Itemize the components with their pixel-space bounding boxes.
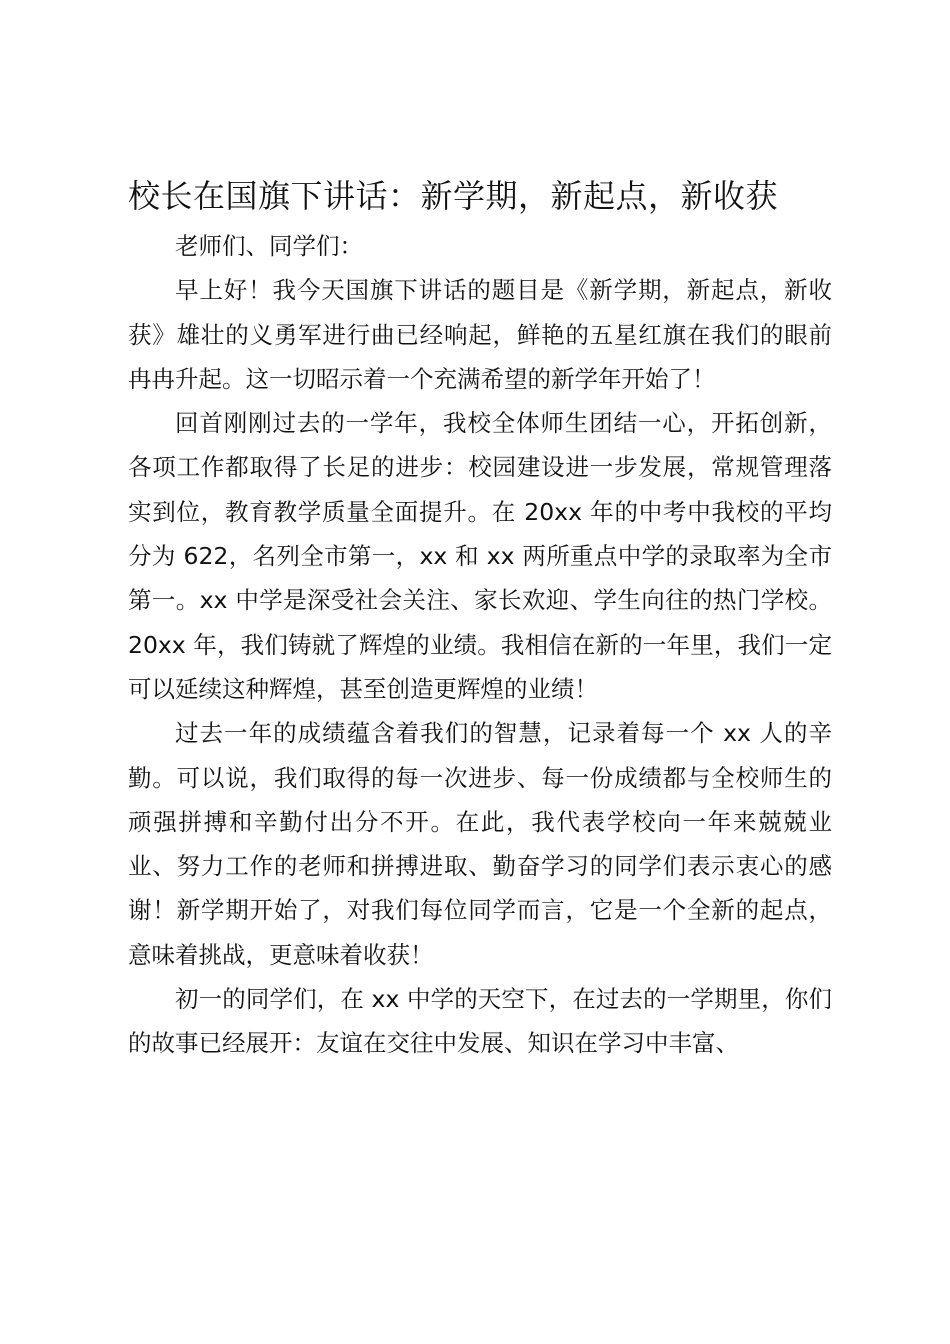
body-paragraph: 过去一年的成绩蕴含着我们的智慧，记录着每一个 xx 人的辛勤。可以说，我们取得的每一次进步、每一份成绩都与全校师生的顽强拼搏和辛勤付出分不开。在此，我代表学校向一年来兢兢业业、努力工作的老师和拼搏进取、勤奋学习的同学们表示衷心的感谢！新学期开始了，对我们每位同学而言，它是一个全新的起点，意味着挑战，更意味着收获！	[128, 719, 832, 969]
body-paragraph: 回首刚刚过去的一学年，我校全体师生团结一心，开拓创新，各项工作都取得了长足的进步：校园建设进一步发展，常规管理落实到位，教育教学质量全面提升。在 20xx 年的中考中我校的平均分为 622，名列全市第一，xx 和 xx 两所重点中学的录取率为全市第一。xx 中学是深受社会关注、家长欢迎、学生向往的热门学校。20xx 年，我们铸就了辉煌的业绩。我相信在新的一年里，我们一定可以延续这种辉煌，甚至创造更辉煌的业绩！	[128, 409, 832, 703]
document-title: 校长在国旗下讲话：新学期，新起点，新收获	[128, 177, 779, 215]
document-body	[128, 224, 832, 1066]
body-paragraph: 早上好！我今天国旗下讲话的题目是《新学期，新起点，新收获》雄壮的义勇军进行曲已经响起，鲜艳的五星红旗在我们的眼前冉冉升起。这一切昭示着一个充满希望的新学年开始了！	[128, 276, 832, 393]
body-paragraph: 初一的同学们，在 xx 中学的天空下，在过去的一学期里，你们的故事已经展开：友谊在交往中发展、知识在学习中丰富、	[128, 985, 832, 1058]
salutation-paragraph: 老师们、同学们：	[175, 232, 363, 260]
